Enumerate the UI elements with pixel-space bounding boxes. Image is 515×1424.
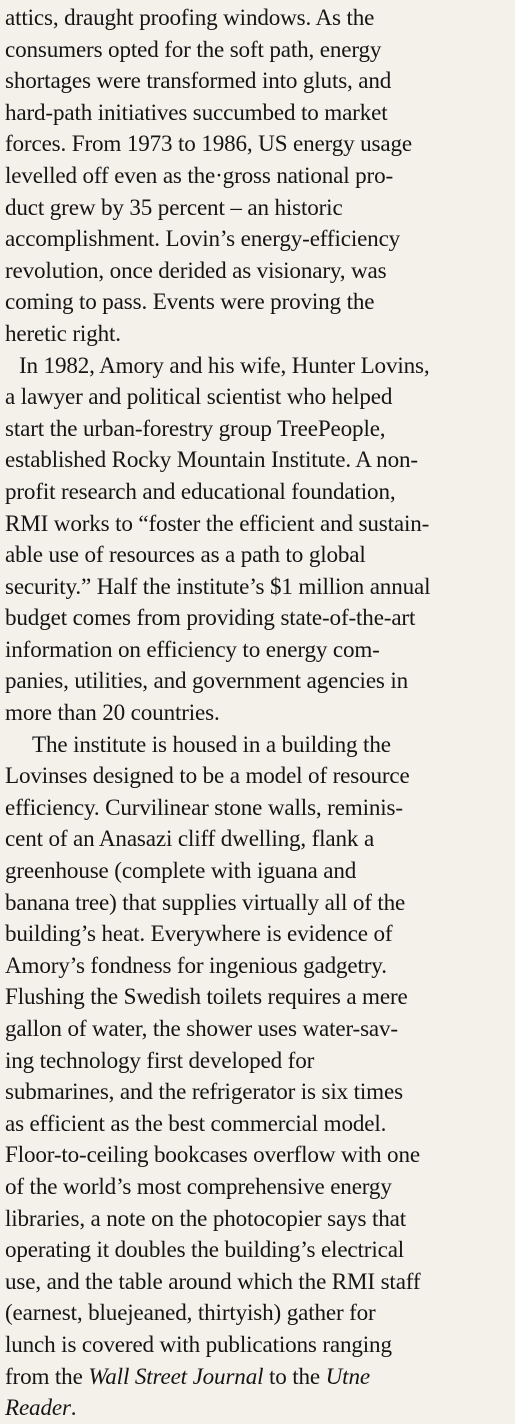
text-line: levelled off even as the·gross national pro- [5, 161, 394, 188]
text-line: security.” Half the institute’s $1 million annual [5, 572, 431, 599]
text-line: building’s heat. Everywhere is evidence of [5, 920, 393, 947]
text-line: Lovinses designed to be a model of resource [5, 762, 410, 789]
text-line: submarines, and the refrigerator is six times [5, 1078, 403, 1105]
text-line: hard-path initiatives succumbed to market [5, 98, 388, 125]
text-line: duct grew by 35 percent – an historic [5, 193, 343, 220]
text-line: able use of resources as a path to global [5, 541, 366, 568]
text-line: use, and the table around which the RMI staff [5, 1267, 421, 1294]
text-line: cent of an Anasazi cliff dwelling, flank a [5, 825, 375, 852]
text-line: libraries, a note on the photocopier says that [5, 1204, 406, 1231]
text-line: Flushing the Swedish toilets requires a mere [5, 983, 408, 1010]
paragraph-start-line: In 1982, Amory and his wife, Hunter Lovins, [19, 351, 430, 378]
text-line: RMI works to “foster the efficient and sustain- [5, 509, 430, 536]
text-line: information on efficiency to energy com- [5, 635, 380, 662]
text-line: shortages were transformed into gluts, and [5, 67, 392, 94]
text-line: forces. From 1973 to 1986, US energy usage [5, 130, 412, 157]
text-line: more than 20 countries. [5, 699, 220, 726]
text-line: heretic right. [5, 319, 121, 346]
text-line: consumers opted for the soft path, energy [5, 35, 382, 62]
text-line: panies, utilities, and government agencies in [5, 667, 409, 694]
text-line: greenhouse (complete with iguana and [5, 857, 357, 884]
text-line: operating it doubles the building’s electrical [5, 1236, 405, 1263]
text-line: gallon of water, the shower uses water-sav- [5, 1015, 398, 1041]
plain-text-fragment: to the [263, 1362, 326, 1389]
plain-text-fragment: from the [5, 1362, 89, 1389]
text-line: of the world’s most comprehensive energy [5, 1172, 392, 1199]
text-line: profit research and educational foundation, [5, 477, 396, 504]
text-line: efficiency. Curvilinear stone walls, reminis- [5, 793, 403, 820]
publication-title: Utne [325, 1362, 370, 1389]
text-line: established Rocky Mountain Institute. A non- [5, 446, 418, 473]
text-line: Amory’s fondness for ingenious gadgetry. [5, 951, 387, 978]
text-line: ing technology first developed for [5, 1046, 315, 1073]
paragraph-start-line: The institute is housed in a building the [32, 730, 391, 757]
text-line: Floor-to-ceiling bookcases overflow with one [5, 1141, 420, 1168]
text-line: attics, draught proofing windows. As the [5, 4, 375, 30]
publication-title: Reader [5, 1394, 71, 1421]
text-line: revolution, once derided as visionary, was [5, 256, 387, 283]
text-line: (earnest, bluejeaned, thirtyish) gather for [5, 1299, 376, 1326]
text-line: as efficient as the best commercial model. [5, 1109, 387, 1136]
plain-text-fragment: . [70, 1394, 77, 1421]
text-line: coming to pass. Events were proving the [5, 288, 375, 315]
text-line: start the urban-forestry group TreePeople, [5, 414, 386, 441]
text-line: banana tree) that supplies virtually all of the [5, 888, 406, 915]
text-line: budget comes from providing state-of-the-art [5, 604, 416, 631]
text-line: accomplishment. Lovin’s energy-efficiency [5, 225, 401, 252]
text-line: a lawyer and political scientist who helped [5, 383, 393, 410]
article-text-column [5, 2, 511, 1424]
text-line-with-italic-titles [5, 1361, 511, 1393]
publication-title: Wall Street Journal [88, 1362, 264, 1389]
text-line: lunch is covered with publications ranging [5, 1330, 392, 1357]
final-text-line [5, 1392, 511, 1424]
